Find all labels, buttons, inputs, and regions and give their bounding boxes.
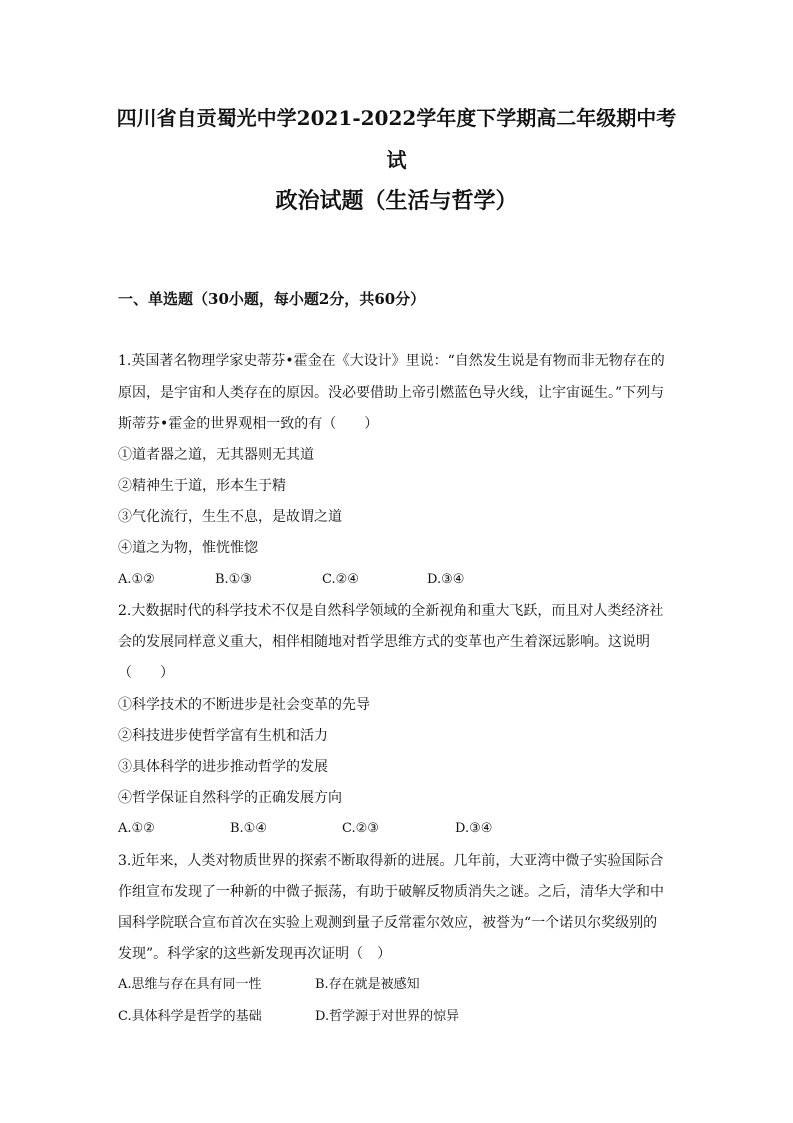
q1-statement-1: ①道者器之道，无其器则无其道 bbox=[118, 447, 314, 463]
q3-stem-line-3: 国科学院联合宣布首次在实验上观测到量子反常霍尔效应，被誉为“一个诺贝尔奖级别的 bbox=[118, 915, 658, 931]
q1-stem-line-2: 原因，是宇宙和人类存在的原因。没必要借助上帝引燃蓝色导火线，让宇宙诞生。”下列与 bbox=[118, 385, 665, 401]
q1-stem-line-3: 斯蒂芬•霍金的世界观相一致的有（ ） bbox=[118, 416, 379, 432]
section-heading: 一、单选题（30小题，每小题2分，共60分） bbox=[118, 290, 426, 308]
title-line-1: 四川省自贡蜀光中学2021-2022学年度下学期高二年级期中考 bbox=[116, 106, 677, 130]
subtitle: 政治试题（生活与哲学） bbox=[275, 188, 518, 214]
title-line-2: 试 bbox=[386, 148, 407, 172]
q2-option-b: B.①④ bbox=[230, 821, 267, 836]
q2-statement-4: ④哲学保证自然科学的正确发展方向 bbox=[118, 790, 342, 806]
q3-stem-line-1: 3.近年来，人类对物质世界的探索不断取得新的进展。几年前，大亚湾中微子实验国际合 bbox=[118, 853, 664, 869]
q2-option-c: C.②③ bbox=[342, 821, 379, 836]
q1-stem-line-1: 1.英国著名物理学家史蒂芬•霍金在《大设计》里说：“自然发生说是有物而非无物存在的 bbox=[118, 353, 665, 369]
q2-stem-line-1: 2.大数据时代的科学技术不仅是自然科学领域的全新视角和重大飞跃，而且对人类经济社 bbox=[118, 603, 664, 619]
q2-stem-line-3: （ ） bbox=[118, 665, 174, 681]
q3-stem-line-4: 发现”。科学家的这些新发现再次证明（ ） bbox=[118, 946, 392, 962]
q2-statement-2: ②科技进步使哲学富有生机和活力 bbox=[118, 728, 328, 744]
q3-option-a: A.思维与存在具有同一性 bbox=[118, 977, 262, 992]
q1-statement-4: ④道之为物，惟恍惟惚 bbox=[118, 540, 258, 556]
q3-option-c: C.具体科学是哲学的基础 bbox=[118, 1009, 262, 1024]
q1-option-a: A.①② bbox=[118, 572, 155, 587]
q3-option-d: D.哲学源于对世界的惊异 bbox=[315, 1009, 460, 1024]
q1-statement-3: ③气化流行，生生不息，是故谓之道 bbox=[118, 509, 342, 525]
q1-option-b: B.①③ bbox=[215, 572, 252, 587]
q3-option-b: B.存在就是被感知 bbox=[315, 977, 420, 992]
q2-stem-line-2: 会的发展同样意义重大，相伴相随地对哲学思维方式的变革也产生着深远影响。这说明 bbox=[118, 634, 650, 650]
q2-option-a: A.①② bbox=[118, 821, 155, 836]
q1-option-c: C.②④ bbox=[322, 572, 359, 587]
q1-option-d: D.③④ bbox=[427, 572, 465, 587]
q2-option-d: D.③④ bbox=[455, 821, 493, 836]
q2-statement-3: ③具体科学的进步推动哲学的发展 bbox=[118, 759, 328, 775]
q1-statement-2: ②精神生于道，形本生于精 bbox=[118, 478, 286, 494]
q2-statement-1: ①科学技术的不断进步是社会变革的先导 bbox=[118, 697, 370, 713]
q3-stem-line-2: 作组宣布发现了一种新的中微子振荡，有助于破解反物质消失之谜。之后，清华大学和中 bbox=[118, 884, 664, 900]
